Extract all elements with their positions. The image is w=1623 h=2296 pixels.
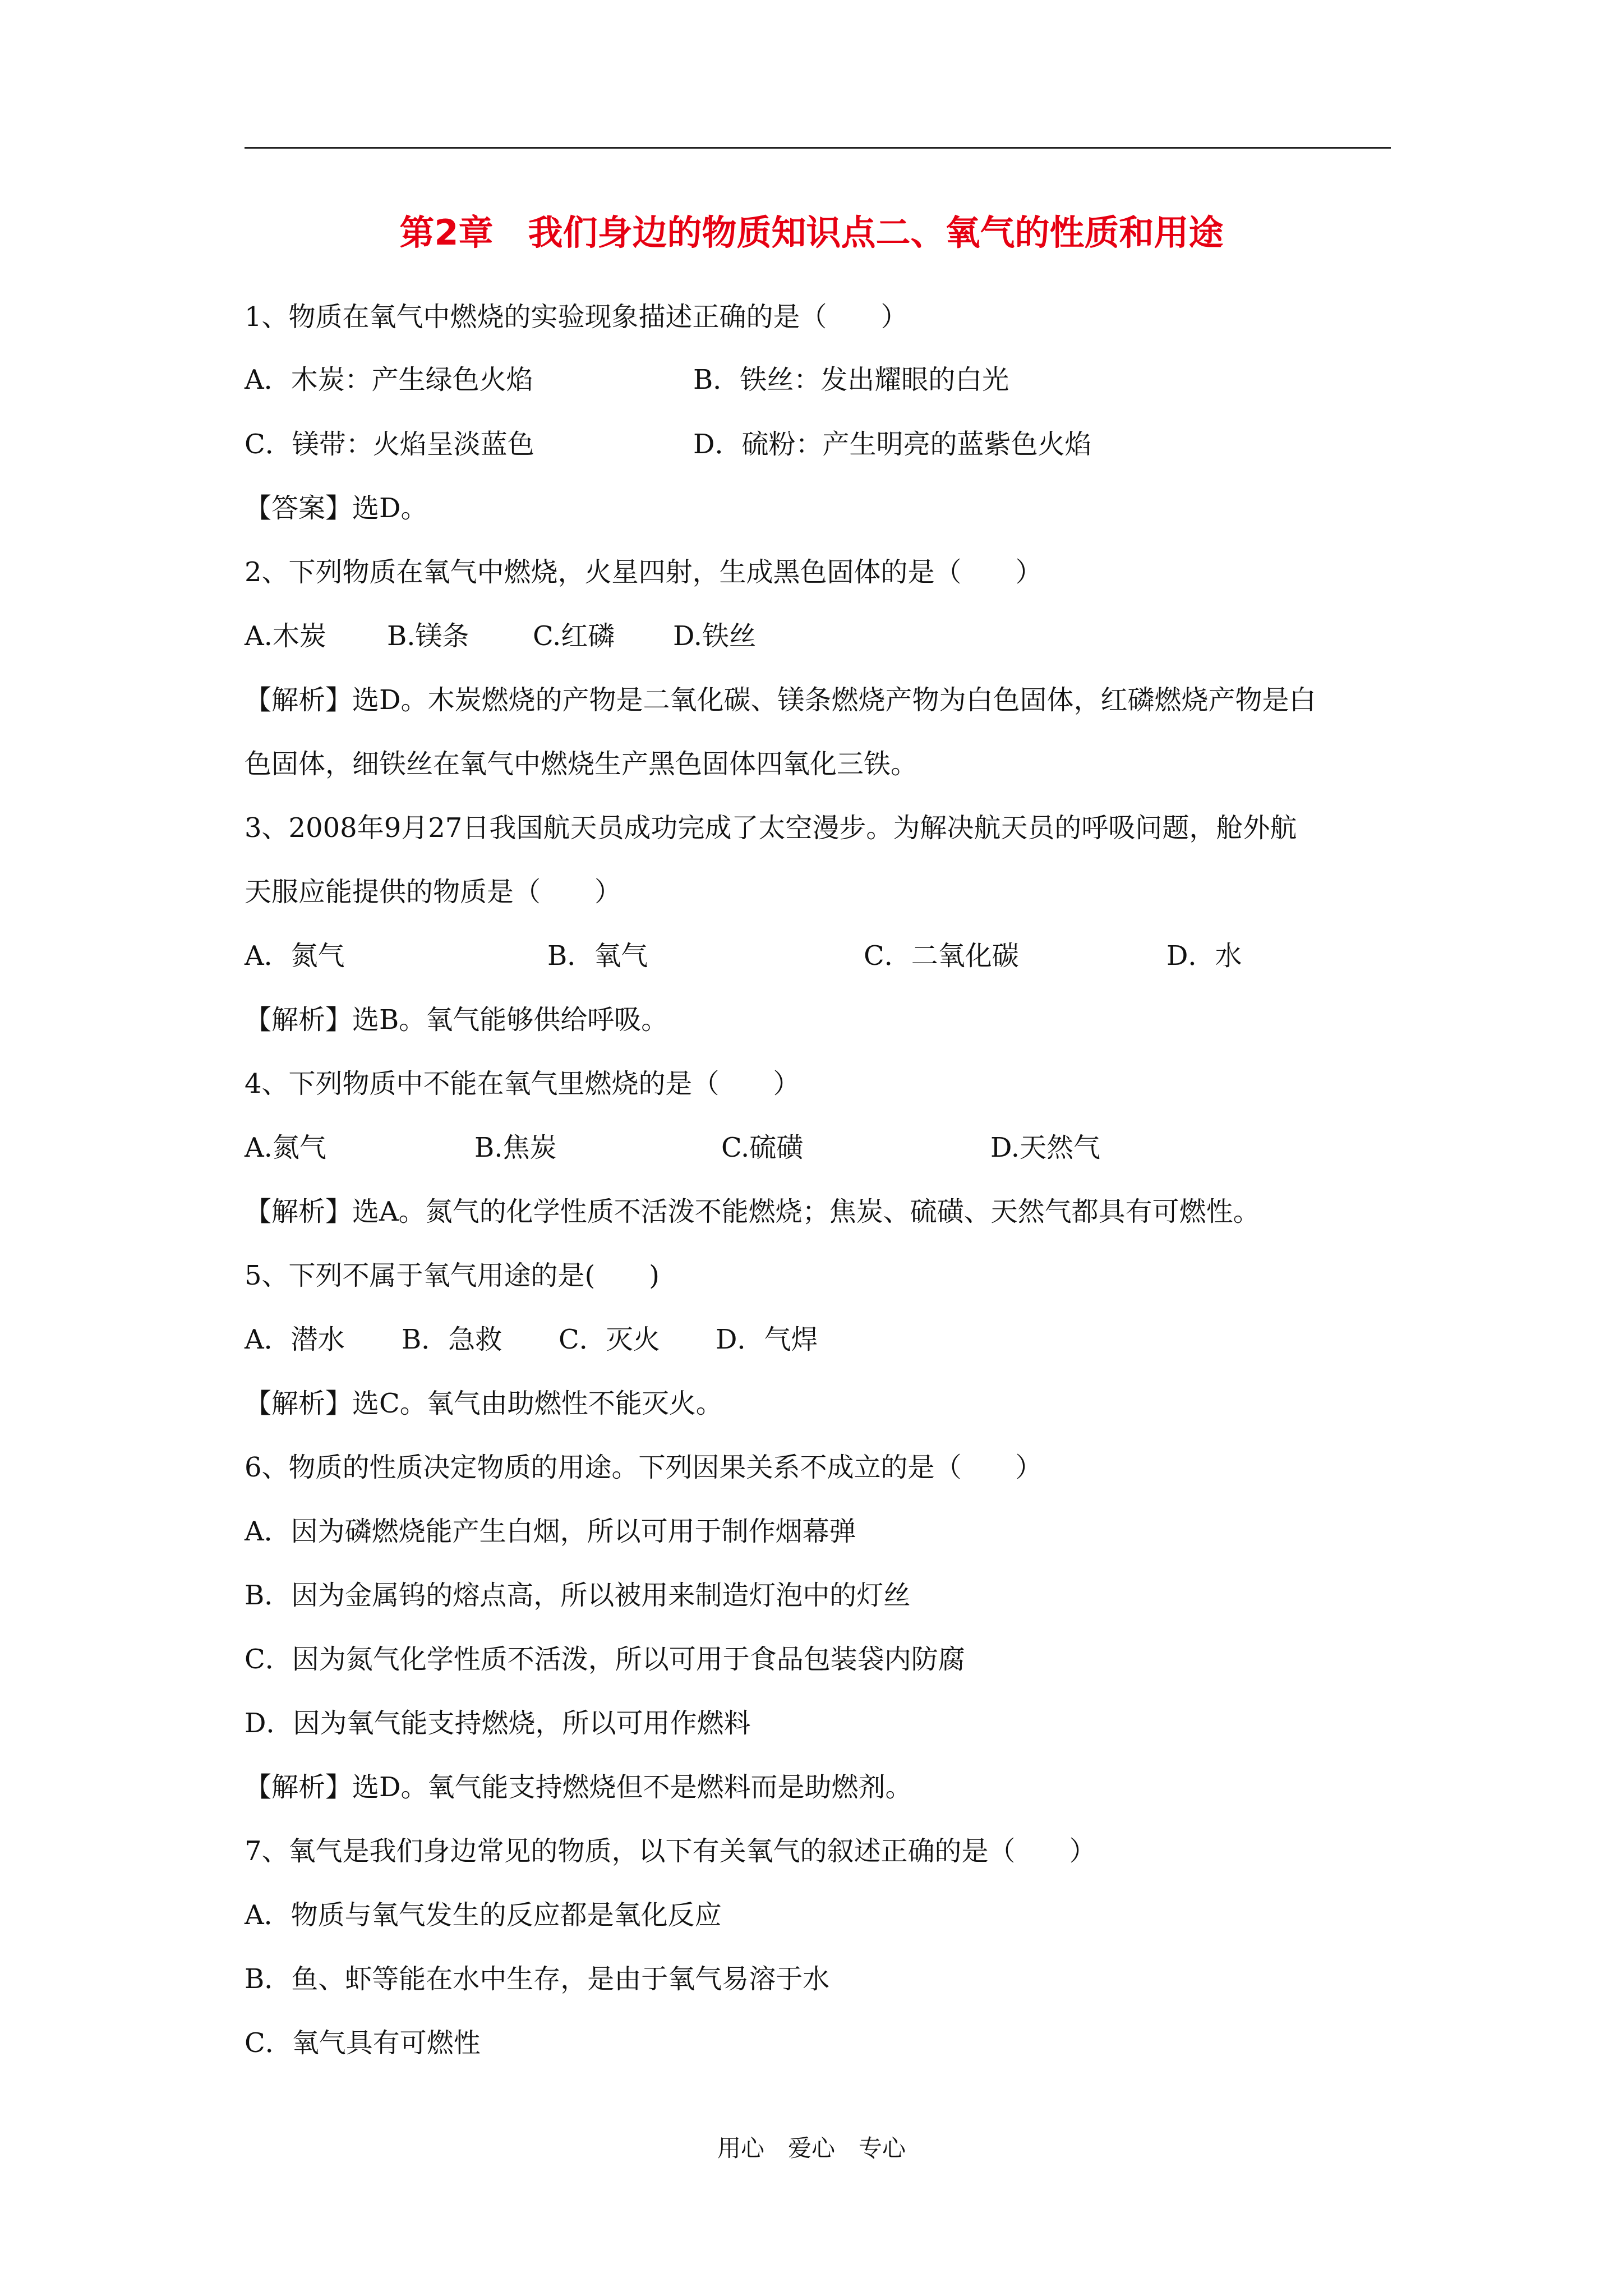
page-title: 第2章 我们身边的物质知识点二、氧气的性质和用途 bbox=[399, 212, 1224, 253]
question-1-answer: 【答案】选D。 bbox=[245, 493, 428, 524]
question-2-option-a: A.木炭 bbox=[245, 620, 326, 652]
question-2-option-b: B.镁条 bbox=[387, 620, 469, 652]
question-6-option-d: D．因为氧气能支持燃烧，所以可用作燃料 bbox=[245, 1708, 751, 1739]
question-3-stem-line-2: 天服应能提供的物质是（ ） bbox=[245, 876, 622, 908]
question-3-option-d: D．水 bbox=[1166, 940, 1242, 972]
question-3-explanation: 【解析】选B。氧气能够供给呼吸。 bbox=[245, 1004, 668, 1036]
question-3-stem-line-1: 3、2008年9月27日我国航天员成功完成了太空漫步。为解决航天员的呼吸问题，舱外航 bbox=[245, 812, 1297, 844]
question-1-option-b: B．铁丝：发出耀眼的白光 bbox=[693, 364, 1009, 395]
question-7-option-a: A．物质与氧气发生的反应都是氧化反应 bbox=[245, 1899, 722, 1931]
question-6-option-b: B．因为金属钨的熔点高，所以被用来制造灯泡中的灯丝 bbox=[245, 1580, 911, 1611]
question-1-option-c: C．镁带：火焰呈淡蓝色 bbox=[245, 429, 534, 460]
question-4-option-b: B.焦炭 bbox=[474, 1132, 557, 1163]
question-5-option-b: B．急救 bbox=[402, 1324, 502, 1355]
header-rule bbox=[245, 147, 1391, 149]
question-6-explanation: 【解析】选D。氧气能支持燃烧但不是燃料而是助燃剂。 bbox=[245, 1772, 912, 1803]
question-7-stem: 7、氧气是我们身边常见的物质，以下有关氧气的叙述正确的是（ ） bbox=[245, 1835, 1096, 1867]
question-4-option-c: C.硫磺 bbox=[721, 1132, 804, 1163]
question-4-explanation: 【解析】选A。氮气的化学性质不活泼不能燃烧；焦炭、硫磺、天然气都具有可燃性。 bbox=[245, 1196, 1260, 1227]
question-7-option-b: B．鱼、虾等能在水中生存，是由于氧气易溶于水 bbox=[245, 1963, 830, 1995]
question-3-option-c: C．二氧化碳 bbox=[864, 940, 1019, 972]
question-3-option-a: A．氮气 bbox=[245, 940, 345, 972]
question-7-option-c: C．氧气具有可燃性 bbox=[245, 2027, 481, 2059]
question-5-explanation: 【解析】选C。氧气由助燃性不能灭火。 bbox=[245, 1388, 723, 1419]
question-2-explanation-line-2: 色固体，细铁丝在氧气中燃烧生产黑色固体四氧化三铁。 bbox=[245, 748, 918, 780]
question-2-option-c: C.红磷 bbox=[533, 620, 615, 652]
question-1-option-d: D．硫粉：产生明亮的蓝紫色火焰 bbox=[693, 429, 1092, 460]
question-4-stem: 4、下列物质中不能在氧气里燃烧的是（ ） bbox=[245, 1068, 800, 1099]
page-footer: 用心 爱心 专心 bbox=[717, 2134, 906, 2162]
question-5-option-d: D．气焊 bbox=[716, 1324, 818, 1355]
question-2-stem: 2、下列物质在氧气中燃烧，火星四射，生成黑色固体的是（ ） bbox=[245, 556, 1043, 588]
question-5-option-a: A．潜水 bbox=[245, 1324, 345, 1355]
question-3-option-b: B．氧气 bbox=[547, 940, 648, 972]
question-2-option-d: D.铁丝 bbox=[673, 620, 757, 652]
question-6-option-a: A．因为磷燃烧能产生白烟，所以可用于制作烟幕弹 bbox=[245, 1516, 856, 1547]
question-6-option-c: C．因为氮气化学性质不活泼，所以可用于食品包装袋内防腐 bbox=[245, 1644, 965, 1675]
question-1-option-a: A．木炭：产生绿色火焰 bbox=[245, 364, 533, 395]
question-5-option-c: C．灭火 bbox=[559, 1324, 660, 1355]
question-4-option-a: A.氮气 bbox=[245, 1132, 326, 1163]
question-2-explanation-line-1: 【解析】选D。木炭燃烧的产物是二氧化碳、镁条燃烧产物为白色固体，红磷燃烧产物是白 bbox=[245, 684, 1316, 716]
question-6-stem: 6、物质的性质决定物质的用途。下列因果关系不成立的是（ ） bbox=[245, 1452, 1043, 1483]
question-4-option-d: D.天然气 bbox=[990, 1132, 1101, 1163]
question-1-stem: 1、物质在氧气中燃烧的实验现象描述正确的是（ ） bbox=[245, 301, 908, 333]
question-5-stem: 5、下列不属于氧气用途的是( ) bbox=[245, 1260, 660, 1291]
